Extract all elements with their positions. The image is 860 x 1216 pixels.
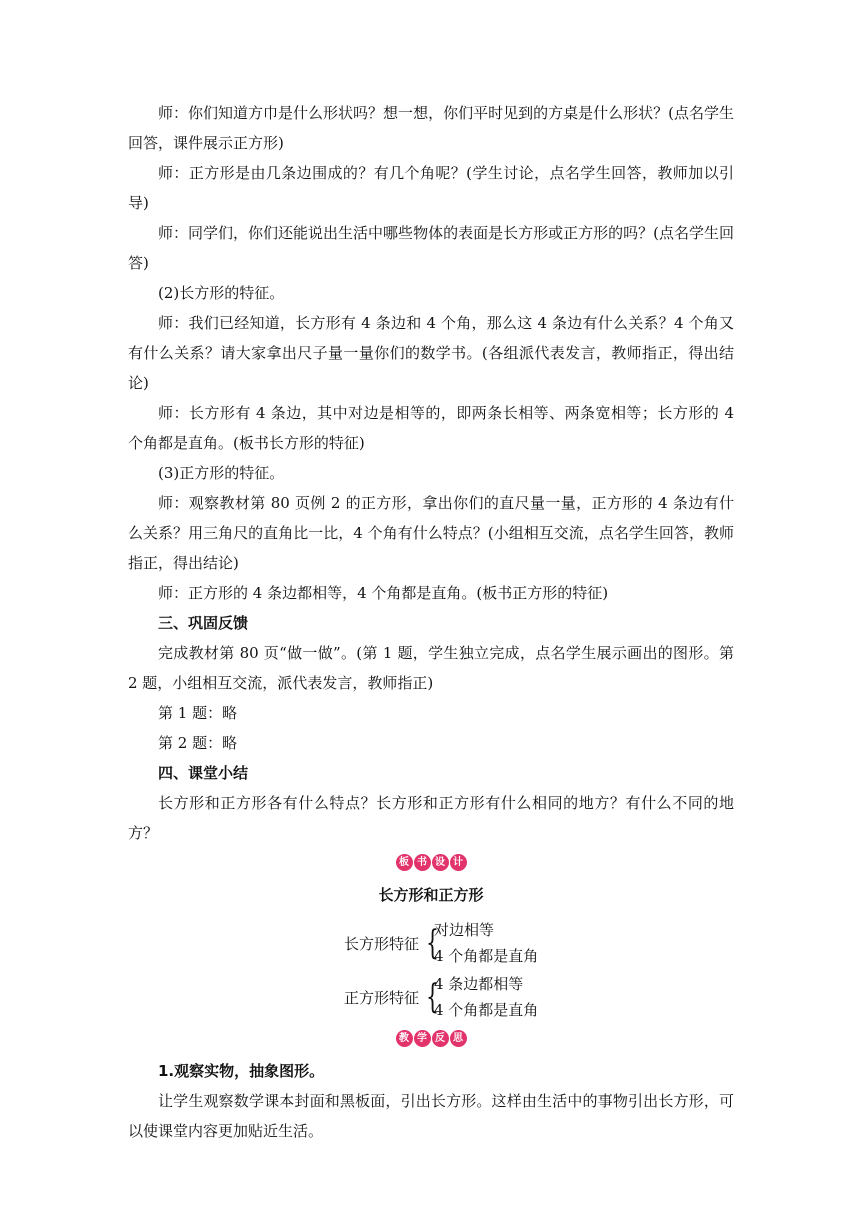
paragraph: 第 1 题：略 bbox=[158, 704, 238, 722]
square-feature-group bbox=[344, 970, 734, 1024]
paragraph: 师：长方形有 4 条边，其中对边是相等的，即两条长相等、两条宽相等；长方形的 4 个角都是直角。(板书长方形的特征) bbox=[128, 404, 734, 452]
badge-char: 板 bbox=[396, 854, 413, 871]
badge-char: 学 bbox=[414, 1030, 431, 1047]
rect-feature-item: 4 个角都是直角 bbox=[434, 947, 539, 965]
badge-char: 计 bbox=[450, 854, 467, 871]
section-heading: 四、课堂小结 bbox=[158, 764, 249, 782]
section-heading: 三、巩固反馈 bbox=[158, 614, 249, 632]
badge-char: 教 bbox=[396, 1030, 413, 1047]
rect-feature-label: 长方形特征 bbox=[344, 934, 420, 953]
square-feature-item: 4 条边都相等 bbox=[434, 975, 524, 993]
brace-icon: { bbox=[426, 923, 439, 963]
teaching-reflection-badge bbox=[128, 1026, 734, 1056]
reflection-text: 让学生观察数学课本封面和黑板面，引出长方形。这样由生活中的事物引出长方形，可以使课堂内容更加贴近生活。 bbox=[128, 1092, 734, 1140]
brace-icon: { bbox=[426, 977, 439, 1017]
square-feature-item: 4 个角都是直角 bbox=[434, 1001, 539, 1019]
paragraph: 师：正方形的 4 条边都相等，4 个角都是直角。(板书正方形的特征) bbox=[158, 584, 609, 602]
document-content bbox=[128, 98, 734, 1146]
badge-char: 书 bbox=[414, 854, 431, 871]
paragraph: 师：观察教材第 80 页例 2 的正方形，拿出你们的直尺量一量，正方形的 4 条边有什么关系？用三角尺的直角比一比，4 个角有什么特点？(小组相互交流，点名学生回答，教师指正，得出结论) bbox=[128, 494, 734, 572]
paragraph: 师：我们已经知道，长方形有 4 条边和 4 个角，那么这 4 条边有什么关系？4 个角又有什么关系？请大家拿出尺子量一量你们的数学书。(各组派代表发言，教师指正，得出结论) bbox=[128, 314, 734, 392]
paragraph: 师：同学们，你们还能说出生活中哪些物体的表面是长方形或正方形的吗？(点名学生回答) bbox=[128, 224, 734, 272]
paragraph: (3)正方形的特征。 bbox=[158, 464, 285, 482]
rect-feature-group bbox=[344, 916, 734, 970]
square-feature-label: 正方形特征 bbox=[344, 988, 420, 1007]
paragraph: 第 2 题：略 bbox=[158, 734, 238, 752]
paragraph: 师：正方形是由几条边围成的？有几个角呢？(学生讨论，点名学生回答，教师加以引导) bbox=[128, 164, 734, 212]
paragraph: (2)长方形的特征。 bbox=[158, 284, 285, 302]
badge-char: 设 bbox=[432, 854, 449, 871]
paragraph: 长方形和正方形各有什么特点？长方形和正方形有什么相同的地方？有什么不同的地方？ bbox=[128, 794, 734, 842]
board-design-badge bbox=[128, 850, 734, 880]
rect-feature-item: 对边相等 bbox=[434, 921, 495, 939]
badge-char: 思 bbox=[450, 1030, 467, 1047]
badge-char: 反 bbox=[432, 1030, 449, 1047]
paragraph: 师：你们知道方巾是什么形状吗？想一想，你们平时见到的方桌是什么形状？(点名学生回答，课件展示正方形) bbox=[128, 104, 734, 152]
paragraph: 完成教材第 80 页“做一做”。(第 1 题，学生独立完成，点名学生展示画出的图形。第 2 题，小组相互交流，派代表发言，教师指正) bbox=[128, 644, 734, 692]
board-title: 长方形和正方形 bbox=[378, 886, 484, 904]
reflection-title: 1.观察实物，抽象图形。 bbox=[158, 1062, 325, 1080]
